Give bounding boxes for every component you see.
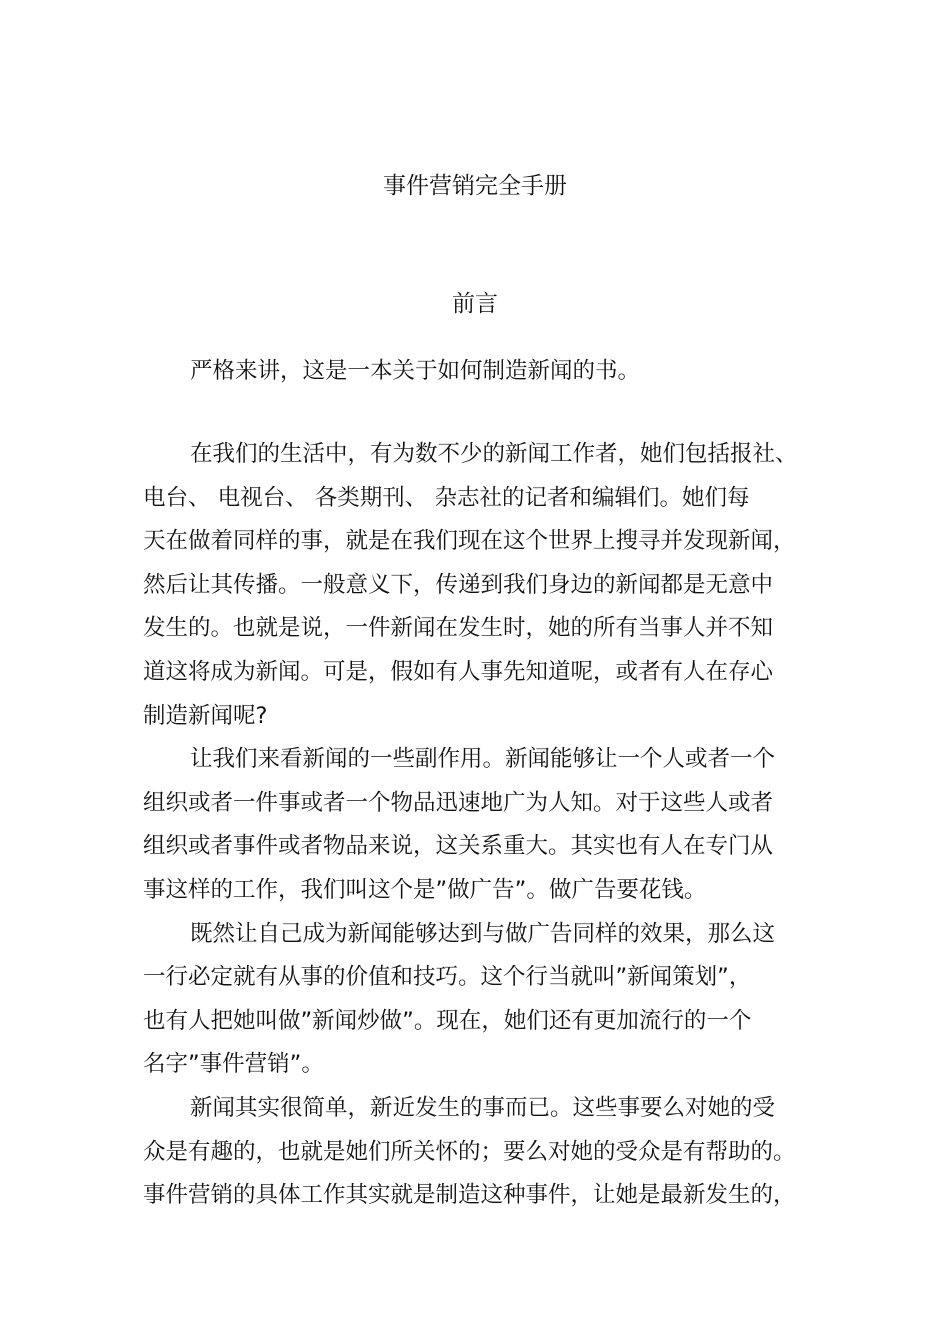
paragraph-line: 电台、 电视台、 各类期刊、 杂志社的记者和编辑们。她们每 — [143, 484, 750, 511]
paragraph-line: 事件营销的具体工作其实就是制造这种事件，让她是最新发生的， — [143, 1182, 796, 1209]
paragraph-line: 事这样的工作，我们叫这个是”做广告”。做广告要花钱。 — [143, 876, 707, 903]
paragraph-line: 让我们来看新闻的一些副作用。新闻能够让一个人或者一个 — [190, 746, 776, 773]
paragraph-line: 众是有趣的，也就是她们所关怀的；要么对她的受众是有帮助的。 — [143, 1138, 796, 1165]
intro-block — [143, 350, 823, 394]
paragraph-line: 既然让自己成为新闻能够达到与做广告同样的效果，那么这 — [190, 920, 776, 947]
paragraph-line: 道这将成为新闻。可是，假如有人事先知道呢，或者有人在存心 — [143, 658, 774, 685]
body-text — [143, 433, 823, 1218]
paragraph-line: 名字”事件营销”。 — [143, 1051, 324, 1078]
paragraph-4 — [143, 1087, 823, 1218]
paragraph-2 — [143, 738, 823, 912]
paragraph-line: 新闻其实很简单，新近发生的事而已。这些事要么对她的受 — [190, 1094, 776, 1121]
paragraph-line: 也有人把她叫做”新闻炒做”。现在，她们还有更加流行的一个 — [143, 1007, 752, 1034]
paragraph-line: 制造新闻呢? — [143, 702, 268, 729]
document-title: 事件营销完全手册 — [383, 173, 567, 199]
section-heading-preface: 前言 — [452, 291, 498, 317]
paragraph-3 — [143, 913, 823, 1087]
paragraph-line: 然后让其传播。一般意义下，传递到我们身边的新闻都是无意中 — [143, 571, 774, 598]
intro-paragraph: 严格来讲，这是一本关于如何制造新闻的书。 — [190, 358, 641, 384]
paragraph-line: 在我们的生活中，有为数不少的新闻工作者，她们包括报社、 — [190, 441, 798, 467]
paragraph-1 — [143, 433, 823, 738]
paragraph-line: 一行必定就有从事的价值和技巧。这个行当就叫”新闻策划”， — [143, 964, 752, 991]
paragraph-line: 组织或者一件事或者一个物品迅速地广为人知。对于这些人或者 — [143, 789, 774, 816]
paragraph-line: 天在做着同样的事，就是在我们现在这个世界上搜寻并发现新闻， — [143, 528, 796, 555]
paragraph-line: 发生的。也就是说，一件新闻在发生时，她的所有当事人并不知 — [143, 615, 774, 642]
paragraph-line: 组织或者事件或者物品来说，这关系重大。其实也有人在专门从 — [143, 833, 774, 860]
